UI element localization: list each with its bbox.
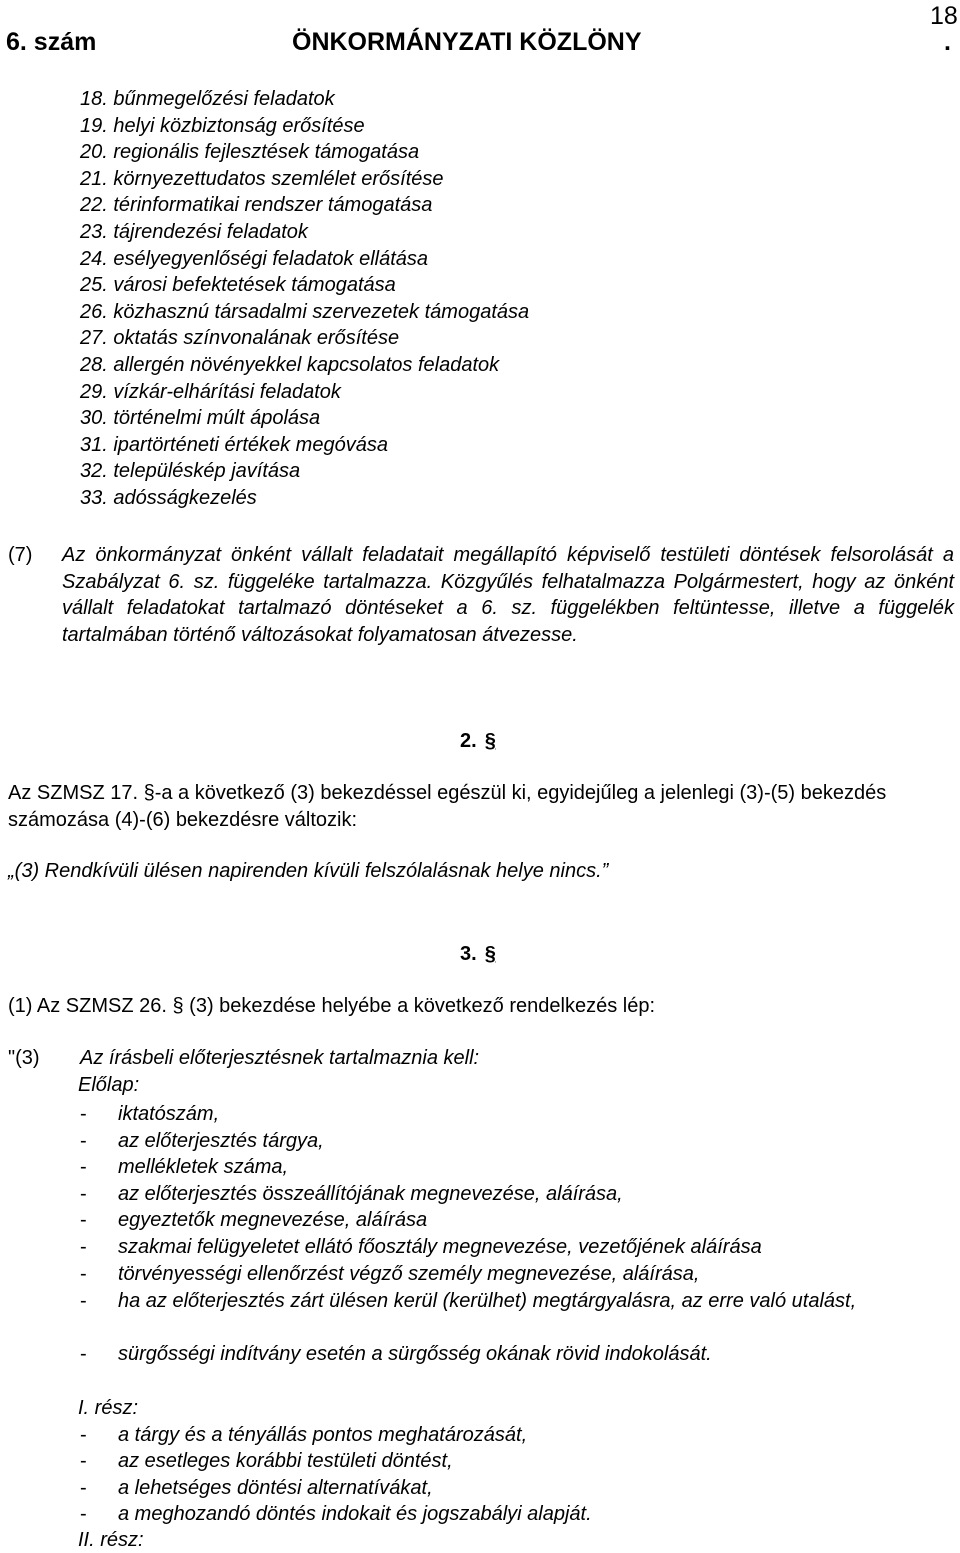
section-3-heading: [460, 942, 496, 966]
list-item: 20. regionális fejlesztések támogatása: [80, 141, 420, 163]
dash: -: [80, 1209, 87, 1231]
list-item: 22. térinformatikai rendszer támogatása: [80, 194, 433, 216]
list-item: - ha az előterjesztés zárt ülésen kerül (kerülhet) megtárgyalásra, az erre való utalást,: [80, 1290, 857, 1312]
list-item: - sürgősségi indítvány esetén a sürgősség okának rövid indokolását.: [80, 1343, 712, 1365]
journal-title: ÖNKORMÁNYZATI KÖZLÖNY: [292, 28, 642, 56]
dash: -: [80, 1424, 87, 1446]
quoted-paragraph-number: "(3): [8, 1047, 40, 1069]
list-item: - a meghozandó döntés indokait és jogszabályi alapját.: [80, 1503, 592, 1525]
list-item: - törvényességi ellenőrzést végző személy megnevezése, aláírása,: [80, 1263, 700, 1285]
list-item: 32. településkép javítása: [80, 460, 301, 482]
list-item: 26. közhasznú társadalmi szervezetek támogatása: [80, 301, 530, 323]
dash: -: [80, 1156, 87, 1178]
list-item: 30. történelmi múlt ápolása: [80, 407, 321, 429]
list-item: - iktatószám,: [80, 1103, 220, 1125]
part-1-label: I. rész:: [78, 1397, 139, 1419]
section-2-quote: „(3) Rendkívüli ülésen napirenden kívüli felszólalásnak helye nincs.”: [8, 860, 609, 882]
paragraph-text: Az önkormányzat önként vállalt feladatait megállapító képviselő testületi döntések felsorolását a Szabályzat 6. sz. függeléke tartalmazza. Közgyűlés felhatalmazza Polgármestert, hogy az önként vállalt feladatokat tartalmazó döntéseket a 6. sz. függelékben feltüntesse, illetve a függelék tartalmában történő változásokat folyamatosan átvezesse.: [62, 544, 954, 646]
quoted-paragraph-title: Az írásbeli előterjesztésnek tartalmaznia kell:: [80, 1047, 480, 1069]
list-item: 28. allergén növényekkel kapcsolatos feladatok: [80, 354, 500, 376]
dash: -: [80, 1477, 87, 1499]
list-item: 18. bűnmegelőzési feladatok: [80, 88, 335, 110]
page-number: 18: [930, 2, 958, 30]
section-3-intro: (1) Az SZMSZ 26. § (3) bekezdése helyébe a következő rendelkezés lép:: [8, 995, 656, 1017]
dash: -: [80, 1503, 87, 1525]
paragraph-7: [8, 542, 954, 648]
list-item: - szakmai felügyeletet ellátó főosztály megnevezése, vezetőjének aláírása: [80, 1236, 762, 1258]
list-item: 21. környezettudatos szemlélet erősítése: [80, 168, 444, 190]
list-item: 31. ipartörténeti értékek megóvása: [80, 434, 388, 456]
list-item: 19. helyi közbiztonság erősítése: [80, 115, 365, 137]
header-dot: .: [944, 28, 951, 56]
list-item: - az előterjesztés tárgya,: [80, 1130, 324, 1152]
part-2-label: II. rész:: [78, 1529, 144, 1551]
dash: -: [80, 1236, 87, 1258]
section-2-body: Az SZMSZ 17. §-a a következő (3) bekezdéssel egészül ki, egyidejűleg a jelenlegi (3)-(5) bekezdés számozása (4)-(6) bekezdésre változik:: [8, 782, 887, 831]
dash: -: [80, 1183, 87, 1205]
list-item: 27. oktatás színvonalának erősítése: [80, 327, 400, 349]
dash: -: [80, 1263, 87, 1285]
list-item: 23. tájrendezési feladatok: [80, 221, 308, 243]
list-item: - az esetleges korábbi testületi döntést,: [80, 1450, 453, 1472]
section-number: 3.: [460, 943, 477, 965]
list-item: 24. esélyegyenlőségi feladatok ellátása: [80, 248, 429, 270]
list-item: - mellékletek száma,: [80, 1156, 289, 1178]
list-item: 33. adósságkezelés: [80, 487, 257, 509]
paragraph-number: (7): [8, 544, 33, 566]
dash: -: [80, 1130, 87, 1152]
list-item: - az előterjesztés összeállítójának megnevezése, aláírása,: [80, 1183, 623, 1205]
dash: -: [80, 1290, 87, 1312]
front-page-label: Előlap:: [78, 1074, 140, 1096]
section-number: 2.: [460, 730, 477, 752]
list-item: - egyeztetők megnevezése, aláírása: [80, 1209, 428, 1231]
issue-number: 6. szám: [6, 28, 97, 56]
list-item: - a tárgy és a tényállás pontos meghatározását,: [80, 1424, 528, 1446]
dash: -: [80, 1450, 87, 1472]
list-item: 25. városi befektetések támogatása: [80, 274, 396, 296]
section-symbol: §: [484, 730, 496, 752]
section-symbol: §: [484, 943, 496, 965]
dash: -: [80, 1103, 87, 1125]
list-item: 29. vízkár-elhárítási feladatok: [80, 381, 341, 403]
list-item: - a lehetséges döntési alternatívákat,: [80, 1477, 433, 1499]
dash: -: [80, 1343, 87, 1365]
section-2-heading: [460, 729, 496, 753]
